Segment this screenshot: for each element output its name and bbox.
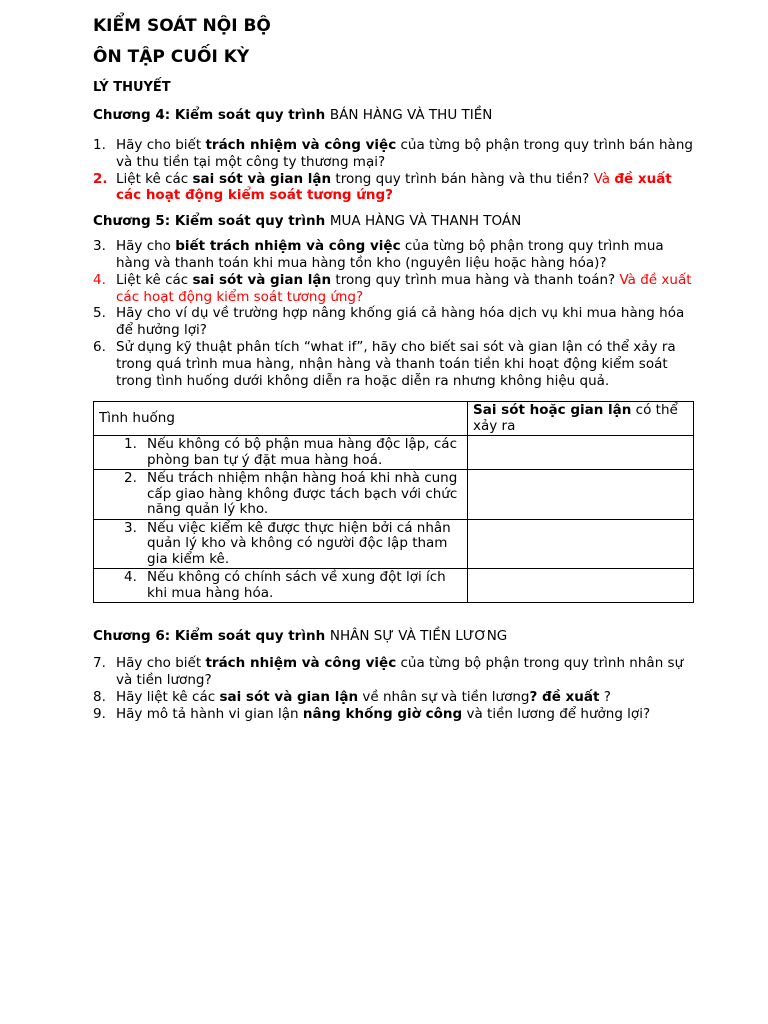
- table-cell-answer: [468, 470, 694, 520]
- question-text: Liệt kê các: [116, 271, 193, 288]
- question-text: Hãy mô tả hành vi gian lận: [116, 705, 303, 722]
- table-cell-answer: [468, 436, 694, 470]
- chapter-6-text: Kiểm soát quy trình: [170, 628, 330, 645]
- question-text: ?: [599, 688, 611, 705]
- chapter-6-heading: [93, 627, 703, 645]
- table-cell-situation: [94, 470, 468, 520]
- question-emphasis: sai sót và gian lận: [219, 688, 359, 705]
- chapter-5-name: MUA HÀNG VÀ THANH TOÁN: [329, 213, 522, 230]
- chapter-4-name: BÁN HÀNG VÀ THU TIỀN: [329, 107, 493, 123]
- question-text: Sử dụng kỹ thuật phân tích “what if”, hãy cho biết sai sót và gian lận có thể xảy ra trong quá trình mua hàng, nhận hàng và thanh toán tiền khi hoạt động kiểm soát trong tình huống dưới không diễn ra hoặc diễn ra nhưng không hiệu quả.: [116, 338, 676, 389]
- question-text: của từng bộ phận trong quy trình nhân sự và tiền lương?: [116, 655, 684, 689]
- chapter-6-questions: [93, 655, 703, 722]
- question-number: 5.: [93, 305, 106, 322]
- question-1: [93, 137, 696, 171]
- question-highlight: Và: [593, 170, 615, 187]
- chapter-4-label: Chương 4:: [93, 107, 171, 123]
- question-4: [93, 272, 696, 306]
- table-cell-situation: [94, 569, 468, 603]
- question-highlight: Và đề xuất các hoạt động kiểm soát tương ứng?: [116, 271, 692, 305]
- chapter-5-text: Kiểm soát quy trình: [170, 213, 330, 230]
- question-9: [93, 706, 696, 723]
- question-emphasis: ? đề xuất: [529, 688, 600, 705]
- question-emphasis: trách nhiệm và công việc: [205, 655, 397, 672]
- question-text: của từng bộ phận trong quy trình mua hàng và thanh toán khi mua hàng tồn kho (nguyên liệu hoặc hàng hóa)?: [116, 238, 664, 271]
- question-6: [93, 339, 696, 389]
- chapter-4-heading: [93, 106, 703, 124]
- row-number: 2.: [124, 470, 137, 487]
- table-header-errors-rest: có thể xảy ra: [473, 402, 678, 434]
- row-text: Nếu không có bộ phận mua hàng độc lập, các phòng ban tự ý đặt mua hàng hoá.: [147, 436, 457, 468]
- question-highlight: đề xuất các hoạt động kiểm soát tương ứng?: [116, 170, 672, 204]
- situation-table: [93, 401, 694, 603]
- question-text: trong quy trình bán hàng và thu tiền?: [331, 170, 594, 187]
- question-emphasis: biết trách nhiệm và công việc: [175, 238, 401, 255]
- section-label: LÝ THUYẾT: [93, 80, 171, 95]
- table-row: [94, 569, 694, 603]
- question-text: và tiền lương để hưởng lợi?: [462, 705, 651, 722]
- chapter-6-label: Chương 6:: [93, 628, 171, 645]
- question-number: 3.: [93, 238, 106, 255]
- table-header-errors: [468, 402, 694, 436]
- question-text: Hãy cho biết: [116, 655, 206, 672]
- question-3: [93, 238, 696, 272]
- row-text: Nếu trách nhiệm nhận hàng hoá khi nhà cung cấp giao hàng không được tách bạch với chức năng quản lý kho.: [147, 470, 458, 518]
- row-text: Nếu việc kiểm kê được thực hiện bởi cá nhân quản lý kho và không có người độc lập tham gia kiểm kê.: [147, 519, 451, 567]
- question-text: Hãy liệt kê các: [116, 688, 220, 705]
- chapter-5-label: Chương 5:: [93, 213, 171, 230]
- document-page: [93, 14, 703, 723]
- question-text: Liệt kê các: [116, 170, 193, 187]
- chapter-5-questions: [93, 238, 703, 389]
- question-8: [93, 689, 696, 706]
- question-text: về nhân sự và tiền lương: [358, 688, 530, 705]
- question-5: [93, 305, 696, 339]
- table-header-situation: Tình huống: [94, 402, 468, 436]
- question-number: 4.: [93, 271, 106, 288]
- question-number: 7.: [93, 655, 106, 672]
- question-number: 2.: [93, 170, 108, 187]
- question-2: [93, 171, 696, 205]
- question-emphasis: nâng khống giờ công: [302, 705, 463, 722]
- question-number: 8.: [93, 688, 106, 705]
- chapter-4-questions: [93, 137, 703, 204]
- chapter-6-name: NHÂN SỰ VÀ TIỀN LƯƠNG: [329, 628, 508, 645]
- question-number: 6.: [93, 338, 106, 355]
- question-number: 1.: [93, 137, 106, 153]
- table-cell-answer: [468, 569, 694, 603]
- question-number: 9.: [93, 705, 106, 722]
- question-7: [93, 655, 696, 689]
- question-text: của từng bộ phận trong quy trình bán hàng và thu tiền tại một công ty thương mại?: [116, 137, 693, 170]
- question-text: Hãy cho: [116, 238, 176, 255]
- table-row: [94, 470, 694, 520]
- row-text: Nếu không có chính sách về xung đột lợi ích khi mua hàng hóa.: [147, 569, 446, 601]
- question-text: trong quy trình mua hàng và thanh toán?: [331, 271, 620, 288]
- table-cell-situation: [94, 519, 468, 569]
- chapter-5-heading: [93, 212, 703, 230]
- question-text: Hãy cho ví dụ về trường hợp nâng khống giá cả hàng hóa dịch vụ khi mua hàng hóa để hưởng lợi?: [116, 305, 685, 339]
- table-row: [94, 519, 694, 569]
- document-subtitle: ÔN TẬP CUỐI KỲ: [93, 47, 250, 67]
- table-header-row: [94, 402, 694, 436]
- document-title: KIỂM SOÁT NỘI BỘ: [93, 16, 271, 36]
- table-cell-answer: [468, 519, 694, 569]
- table-row: [94, 436, 694, 470]
- row-number: 4.: [124, 569, 137, 586]
- question-emphasis: sai sót và gian lận: [192, 170, 332, 187]
- row-number: 1.: [124, 436, 137, 453]
- table-cell-situation: [94, 436, 468, 470]
- question-emphasis: trách nhiệm và công việc: [205, 137, 397, 153]
- question-emphasis: sai sót và gian lận: [192, 271, 332, 288]
- question-text: Hãy cho biết: [116, 137, 206, 153]
- table-header-errors-bold: Sai sót hoặc gian lận: [473, 402, 632, 419]
- chapter-4-text: Kiểm soát quy trình: [170, 107, 330, 123]
- row-number: 3.: [124, 519, 137, 536]
